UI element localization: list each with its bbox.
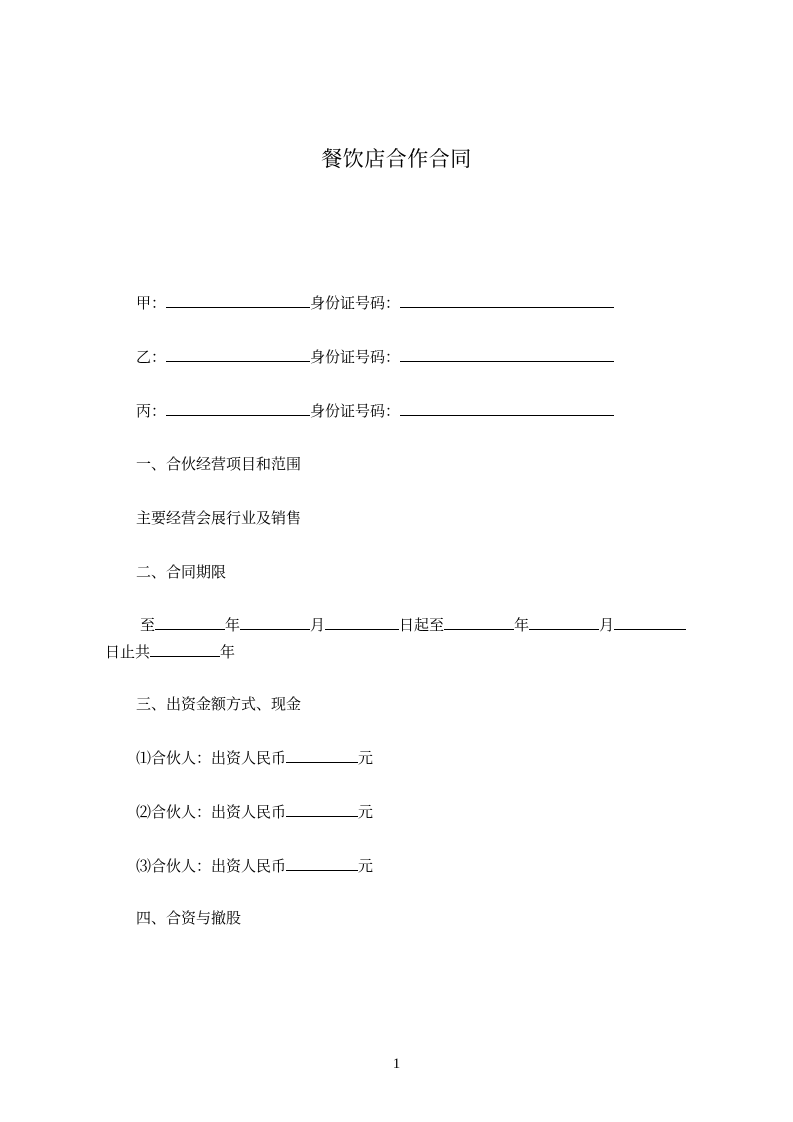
investment-item-1-amount-blank[interactable] <box>286 747 358 763</box>
party-c-id-blank[interactable] <box>400 400 614 416</box>
term-total-years-blank[interactable] <box>150 641 220 657</box>
term-start-month-blank[interactable] <box>240 614 310 630</box>
term-nian3: 年 <box>220 643 236 661</box>
term-line-2 <box>105 641 235 662</box>
party-c-label: 丙： <box>136 402 167 420</box>
term-zhi: 至 <box>140 616 156 634</box>
party-a-label: 甲： <box>136 294 167 312</box>
term-end-day-blank[interactable] <box>614 614 686 630</box>
term-nian2: 年 <box>514 616 530 634</box>
section2-heading: 二、合同期限 <box>136 563 227 581</box>
party-a-name-blank[interactable] <box>166 292 310 308</box>
section4-heading: 四、合资与撤股 <box>136 909 242 927</box>
section1-body: 主要经营会展行业及销售 <box>136 509 302 527</box>
term-ri-zhi-gong: 日止共 <box>105 643 151 661</box>
investment-item-1 <box>136 747 373 768</box>
section3-heading: 三、出资金额方式、现金 <box>136 695 302 713</box>
investment-item-3-amount-blank[interactable] <box>286 855 358 871</box>
party-c-name-blank[interactable] <box>166 400 310 416</box>
investment-item-2-text: 合伙人：出资人民币 <box>151 803 287 821</box>
party-c-id-label: 身份证号码： <box>310 402 401 420</box>
party-b-id-label: 身份证号码： <box>310 348 401 366</box>
term-end-month-blank[interactable] <box>529 614 599 630</box>
term-line-1 <box>140 614 686 635</box>
investment-item-2-num: ⑵ <box>136 803 152 821</box>
party-a-line <box>136 292 614 313</box>
investment-item-2-amount-blank[interactable] <box>286 801 358 817</box>
investment-item-1-num: ⑴ <box>136 749 152 767</box>
party-b-name-blank[interactable] <box>166 346 310 362</box>
term-nian: 年 <box>225 616 241 634</box>
term-start-day-blank[interactable] <box>325 614 399 630</box>
party-c-line <box>136 400 614 421</box>
section1-heading: 一、合伙经营项目和范围 <box>136 455 302 473</box>
investment-item-3-num: ⑶ <box>136 857 152 875</box>
investment-item-2-unit: 元 <box>358 803 374 821</box>
term-end-year-blank[interactable] <box>444 614 514 630</box>
term-ri-qizhi: 日起至 <box>399 616 445 634</box>
investment-item-3-unit: 元 <box>358 857 374 875</box>
investment-item-2 <box>136 801 373 822</box>
document-title: 餐饮店合作合同 <box>321 147 472 171</box>
term-yue2: 月 <box>599 616 615 634</box>
term-yue: 月 <box>310 616 326 634</box>
party-a-id-blank[interactable] <box>400 292 614 308</box>
party-b-line <box>136 346 614 367</box>
investment-item-3 <box>136 855 373 876</box>
page-number: 1 <box>392 1056 401 1072</box>
investment-item-3-text: 合伙人：出资人民币 <box>151 857 287 875</box>
party-b-id-blank[interactable] <box>400 346 614 362</box>
investment-item-1-unit: 元 <box>358 749 374 767</box>
party-a-id-label: 身份证号码： <box>310 294 401 312</box>
investment-item-1-text: 合伙人：出资人民币 <box>151 749 287 767</box>
party-b-label: 乙： <box>136 348 167 366</box>
term-start-year-blank[interactable] <box>155 614 225 630</box>
